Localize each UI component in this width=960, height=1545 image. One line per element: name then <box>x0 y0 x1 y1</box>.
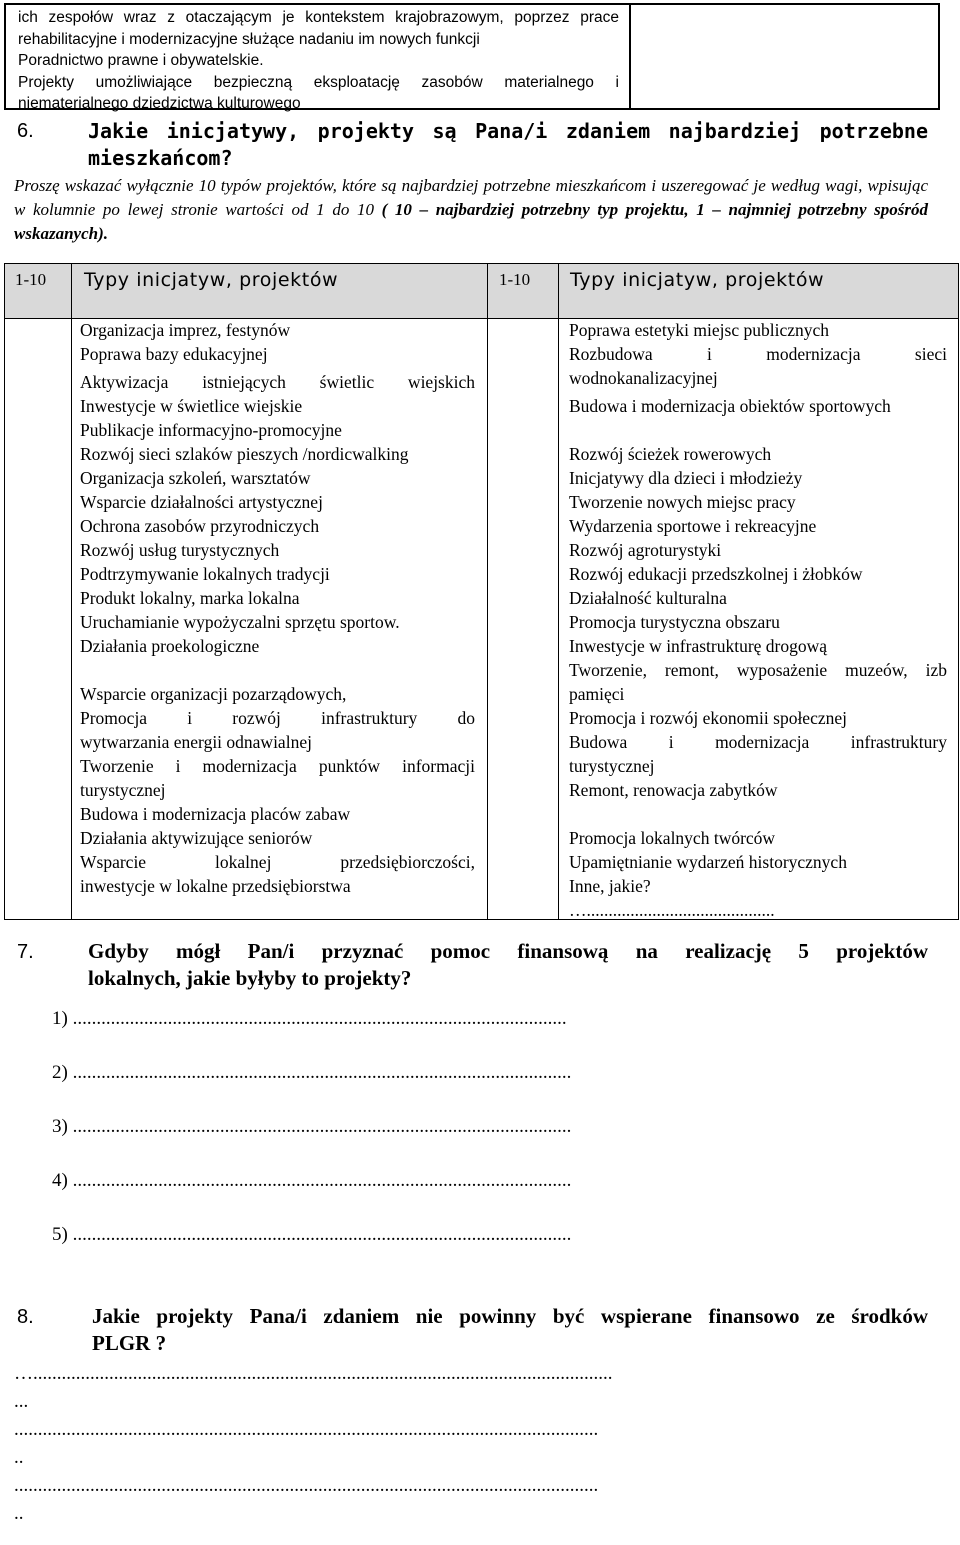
list-item[interactable]: Poprawa bazy edukacyjnej <box>80 344 268 364</box>
answer-line[interactable]: 5) ......................................................................................................... <box>52 1224 572 1245</box>
list-item[interactable]: Uruchamianie wypożyczalni sprzętu sportow. <box>80 612 400 632</box>
list-item[interactable]: Rozwój agroturystyki <box>569 540 722 560</box>
question-6-title-line: mieszkańcom? <box>88 146 233 170</box>
question-6-title <box>88 118 928 172</box>
answer-line[interactable]: ... <box>14 1391 29 1412</box>
list-item[interactable]: Organizacja imprez, festynów <box>80 320 291 340</box>
question-8-number: 8. <box>17 1306 34 1328</box>
answer-line[interactable]: 2) ......................................................................................................... <box>52 1062 572 1083</box>
list-item[interactable]: Produkt lokalny, marka lokalna <box>80 588 300 608</box>
previous-table-box <box>4 3 940 110</box>
table-header <box>5 264 958 319</box>
top-line: rehabilitacyjne i modernizacyjne służące nadaniu im nowych funkcji <box>18 30 480 48</box>
header-rank-right: 1-10 <box>499 270 531 289</box>
header-rank-left: 1-10 <box>15 270 47 289</box>
list-item: wytwarzania energii odnawialnej <box>80 732 312 752</box>
left-project-list <box>80 318 475 898</box>
top-line: niematerialnego dziedzictwa kulturowego <box>18 95 301 112</box>
list-item[interactable]: Wydarzenia sportowe i rekreacyjne <box>569 516 817 536</box>
question-6-instruction <box>14 174 928 246</box>
question-7-title <box>88 938 928 992</box>
answer-line[interactable]: 4) ......................................................................................................... <box>52 1170 572 1191</box>
answer-line[interactable]: ….......................................................................................................................... <box>14 1363 613 1384</box>
question-7-number: 7. <box>17 941 34 963</box>
question-8-title-line: PLGR ? <box>92 1331 167 1355</box>
header-title-left: Typy inicjatyw, projektów <box>84 269 339 291</box>
list-item[interactable]: Budowa i modernizacja obiektów sportowych <box>569 396 891 416</box>
list-item[interactable]: Wsparcie lokalnej przedsiębiorczości, <box>80 852 475 872</box>
top-line: ich zespołów wraz z otaczającym je kontekstem krajobrazowym, poprzez prace <box>18 9 619 26</box>
question-8-answer-area[interactable] <box>14 1360 613 1528</box>
list-item[interactable]: Podtrzymywanie lokalnych tradycji <box>80 564 330 584</box>
list-item[interactable]: Inne, jakie? <box>569 876 651 896</box>
instruction-text: Proszę wskazać wyłącznie 10 typów projektów, które są najbardziej potrzebne mieszkańcom i uszeregować je według wagi, wpisując w kolumnie po lewej stronie wartości od 1 do 10 <box>14 176 928 219</box>
list-item[interactable]: Remont, renowacja zabytków <box>569 780 778 800</box>
list-item[interactable]: Działania proekologiczne <box>80 636 260 656</box>
list-item[interactable]: Inicjatywy dla dzieci i młodzieży <box>569 468 803 488</box>
list-item[interactable]: Działania aktywizujące seniorów <box>80 828 313 848</box>
list-item[interactable]: Aktywizacja istniejących świetlic wiejskich <box>80 372 475 392</box>
question-6-number: 6. <box>17 120 34 142</box>
question-7-title-line: lokalnych, jakie byłyby to projekty? <box>88 966 412 990</box>
list-item[interactable]: Publikacje informacyjno-promocyjne <box>80 420 342 440</box>
list-item: inwestycje w lokalne przedsiębiorstwa <box>80 876 351 896</box>
answer-line[interactable]: ........................................................................................................................... <box>14 1475 599 1496</box>
answer-line[interactable]: 1) ........................................................................................................ <box>52 1008 567 1029</box>
previous-table-text-cell <box>6 5 631 112</box>
list-item[interactable]: Rozwój usług turystycznych <box>80 540 280 560</box>
list-item: wodnokanalizacyjnej <box>569 368 718 388</box>
list-item[interactable]: Rozwój edukacji przedszkolnej i żłobków <box>569 564 863 584</box>
answer-line[interactable]: ........................................................................................................................... <box>14 1419 599 1440</box>
list-item[interactable]: Działalność kulturalna <box>569 588 727 608</box>
list-item[interactable]: Tworzenie nowych miejsc pracy <box>569 492 796 512</box>
list-item: turystycznej <box>569 756 655 776</box>
list-item[interactable]: Ochrona zasobów przyrodniczych <box>80 516 320 536</box>
list-item[interactable]: Tworzenie, remont, wyposażenie muzeów, izb <box>569 660 947 680</box>
list-item[interactable]: Rozwój ścieżek rowerowych <box>569 444 772 464</box>
list-item[interactable]: Promocja i rozwój infrastruktury do <box>80 708 475 728</box>
list-item[interactable]: Rozbudowa i modernizacja sieci <box>569 344 947 364</box>
list-item[interactable]: Inwestycje w infrastrukturę drogową <box>569 636 828 656</box>
question-6-title-line: Jakie inicjatywy, projekty są Pana/i zdaniem najbardziej potrzebne <box>88 119 928 143</box>
other-answer-field[interactable]: …........................................... <box>569 900 775 920</box>
instruction-bold-text: ( 10 – najbardziej potrzebny typ projektu, 1 – najmniej potrzebny spośród wskazanych). <box>14 200 929 243</box>
column-divider <box>487 264 488 919</box>
question-8-title-line: Jakie projekty Pana/i zdaniem nie powinny być wspierane finansowo ze środków <box>92 1304 928 1328</box>
list-item[interactable]: Promocja i rozwój ekonomii społecznej <box>569 708 847 728</box>
header-title-right: Typy inicjatyw, projektów <box>570 269 825 291</box>
top-line: Projekty umożliwiające bezpieczną eksploatację zasobów materialnego i <box>18 73 619 91</box>
list-item[interactable]: Promocja turystyczna obszaru <box>569 612 780 632</box>
previous-table-rank-cell[interactable] <box>631 5 938 108</box>
list-item[interactable]: Budowa i modernizacja infrastruktury <box>569 732 947 752</box>
question-8-title <box>92 1303 928 1357</box>
list-item[interactable]: Wsparcie organizacji pozarządowych, <box>80 684 347 704</box>
list-item[interactable]: Inwestycje w świetlice wiejskie <box>80 396 303 416</box>
top-line: Poradnictwo prawne i obywatelskie. <box>18 52 264 69</box>
list-item[interactable]: Upamiętnianie wydarzeń historycznych <box>569 852 847 872</box>
answer-line[interactable]: 3) ......................................................................................................... <box>52 1116 572 1137</box>
list-item[interactable]: Budowa i modernizacja placów zabaw <box>80 804 351 824</box>
list-item[interactable]: Poprawa estetyki miejsc publicznych <box>569 320 829 340</box>
column-divider <box>71 264 72 919</box>
list-item[interactable]: Wsparcie działalności artystycznej <box>80 492 323 512</box>
list-item[interactable]: Rozwój sieci szlaków pieszych /nordicwalking <box>80 444 409 464</box>
answer-line[interactable]: .. <box>14 1503 24 1524</box>
list-item: pamięci <box>569 684 625 704</box>
list-item[interactable]: Promocja lokalnych twórców <box>569 828 776 848</box>
right-project-list <box>569 318 947 922</box>
question-7-answers <box>52 1008 571 1278</box>
list-item: turystycznej <box>80 780 166 800</box>
list-item[interactable]: Tworzenie i modernizacja punktów informacji <box>80 756 475 776</box>
list-item[interactable]: Organizacja szkoleń, warsztatów <box>80 468 311 488</box>
question-7-title-line: Gdyby mógł Pan/i przyznać pomoc finansową na realizację 5 projektów <box>88 939 928 963</box>
answer-line[interactable]: .. <box>14 1447 24 1468</box>
column-divider <box>558 264 559 919</box>
